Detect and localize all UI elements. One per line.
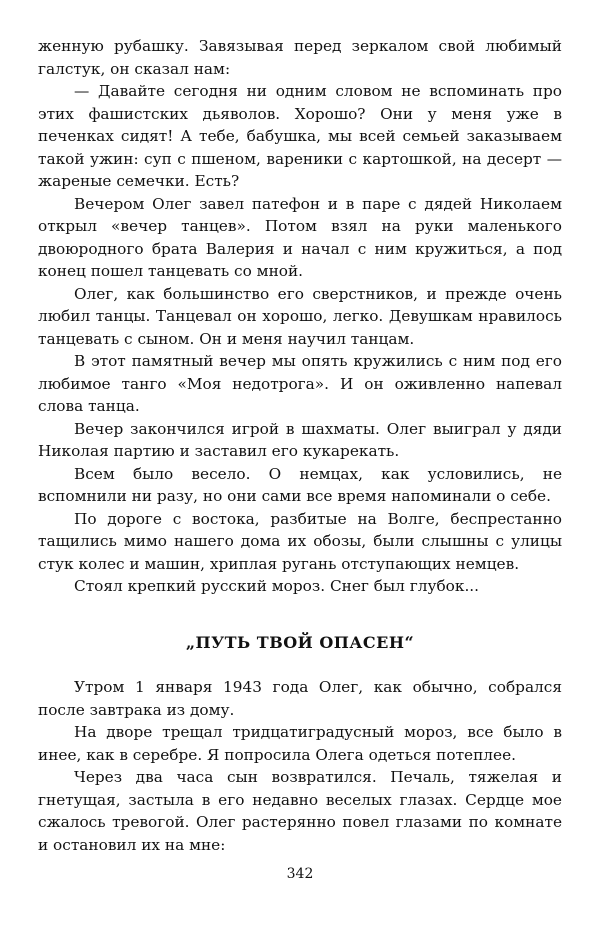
- text-block-before-section: [38, 35, 562, 598]
- paragraph: Через два часа сын возвратился. Печаль, тяжелая и гнетущая, застыла в его недавно веселых глазах. Сердце мое сжалось тревогой. Олег растерянно повел глазами по комнате и остановил их на мне:: [38, 768, 562, 854]
- paragraph: Вечером Олег завел патефон и в паре с дядей Николаем открыл «вечер танцев». Потом взял на руки маленького двоюродного брата Валерия и начал с ним кружиться, а под конец пошел танцевать со мной.: [38, 194, 562, 280]
- paragraph: женную рубашку. Завязывая перед зеркалом свой любимый галстук, он сказал нам:: [38, 37, 562, 78]
- paragraph: В этот памятный вечер мы опять кружились с ним под его любимое танго «Моя недотрога». И он оживленно напевал слова танца.: [38, 352, 562, 415]
- paragraph: Всем было весело. О немцах, как условились, не вспомнили ни разу, но они сами все время напоминали о себе.: [38, 464, 562, 505]
- page-number: 342: [286, 866, 314, 882]
- paragraph: Олег, как большинство его сверстников, и прежде очень любил танцы. Танцевал он хорошо, легко. Девушкам нравилось танцевать с сыном. Он и меня научил танцам.: [38, 284, 562, 348]
- paragraph: Вечер закончился игрой в шахматы. Олег выиграл у дяди Николая партию и заставил его кукарекать.: [38, 419, 562, 460]
- paragraph: Стоял крепкий русский мороз. Снег был глубок...: [74, 577, 480, 595]
- paragraph: — Давайте сегодня ни одним словом не вспоминать про этих фашистских дьяволов. Хорошо? Они у меня уже в печенках сидят! А тебе, бабушка, мы всей семьей заказываем такой ужин: суп с пшеном, вареники с картошкой, на десерт — жареные семечки. Есть?: [38, 82, 562, 190]
- paragraph: По дороге с востока, разбитые на Волге, беспрестанно тащились мимо нашего дома их обозы, были слышны с улицы стук колес и машин, хриплая ругань отступающих немцев.: [38, 509, 562, 573]
- text-block-after-section: [38, 676, 562, 856]
- paragraph: На дворе трещал тридцатиградусный мороз, все было в инее, как в серебре. Я попросила Олега одеться потеплее.: [38, 723, 562, 764]
- section-title: „ПУТЬ ТВОЙ ОПАСЕН“: [185, 633, 415, 652]
- paragraph: Утром 1 января 1943 года Олег, как обычно, собрался после завтрака из дому.: [38, 678, 562, 719]
